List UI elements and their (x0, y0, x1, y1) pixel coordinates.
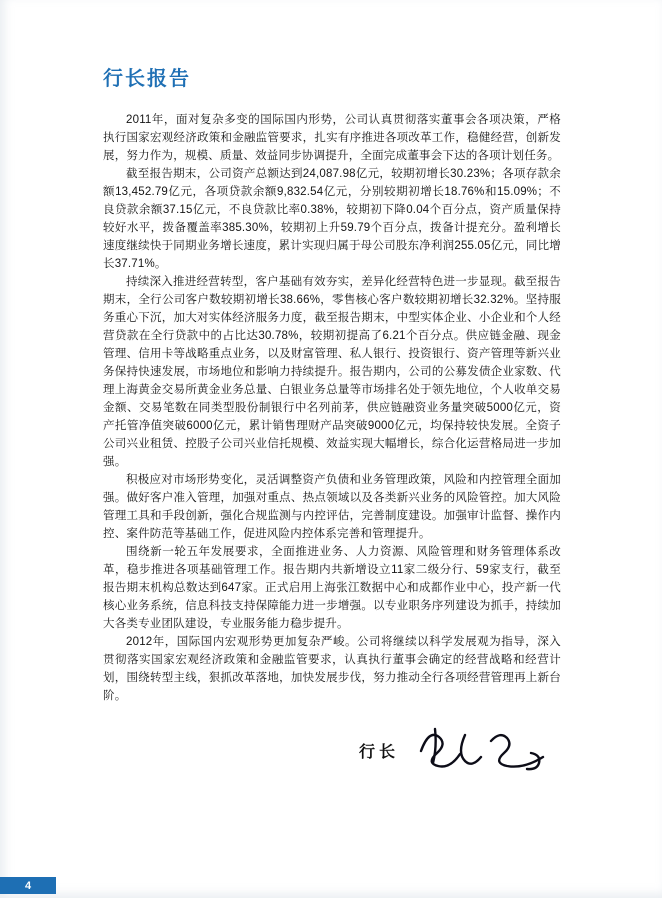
page-number-bar (0, 877, 56, 894)
report-body (103, 111, 561, 705)
page-title: 行长报告 (103, 68, 191, 90)
report-paragraph: 持续深入推进经营转型，客户基础有效夯实，差异化经营特色进一步显现。截至报告期末，全行公司客户数较期初增长38.66%，零售核心客户数较期初增长32.32%。坚持服务重心下沉，加大对实体经济服务力度，截至报告期末，中型实体企业、小企业和个人经营贷款在全行贷款中的占比达30.78%，较期初提高了6.21个百分点。供应链金融、现金管理、信用卡等战略重点业务，以及财富管理、私人银行、投资银行、资产管理等新兴业务保持快速发展，市场地位和影响力持续提升。报告期内，公司的公募发债企业家数、代理上海黄金交易所黄金业务总量、白银业务总量等市场排名处于领先地位，个人收单交易金额、交易笔数在同类型股份制银行中名列前茅，供应链融资业务量突破5000亿元，资产托管净值突破6000亿元，累计销售理财产品突破9000亿元，均保持较快发展。全资子公司兴业租赁、控股子公司兴业信托规模、效益实现大幅增长，综合化运营格局进一步加强。 (103, 276, 561, 468)
report-paragraph: 积极应对市场形势变化，灵活调整资产负债和业务管理政策，风险和内控管理全面加强。做好客户准入管理，加强对重点、热点领域以及各类新兴业务的风险管控。加大风险管理工具和手段创新，强化合规监测与内控评估，完善制度建设。加强审计监督、操作内控、案件防范等基础工作，促进风险内控体系完善和管理提升。 (103, 474, 561, 540)
page-number: 4 (24, 879, 32, 892)
report-paragraph: 截至报告期末，公司资产总额达到24,087.98亿元，较期初增长30.23%；各项存款余额13,452.79亿元，各项贷款余额9,832.54亿元，分别较期初增长18.76%和15.09%；不良贷款余额37.15亿元，不良贷款比率0.38%，较期初下降0.04个百分点，资产质量保持较好水平，拨备覆盖率385.30%，较期初上升59.79个百分点，拨备计提充分。盈利增长速度继续快于同期业务增长速度，累计实现归属于母公司股东净利润255.05亿元，同比增长37.71%。 (103, 168, 561, 270)
report-content (103, 62, 561, 782)
signature-label: 行长 (358, 744, 399, 761)
president-signature (407, 719, 553, 782)
report-paragraph: 2011年，面对复杂多变的国际国内形势，公司认真贯彻落实董事会各项决策，严格执行国家宏观经济政策和金融监管要求，扎实有序推进各项改革工作，稳健经营，创新发展，努力作为，规模、质量、效益同步协调提升，全面完成董事会下达的各项计划任务。 (103, 114, 561, 162)
report-paragraph: 2012年，国际国内宏观形势更加复杂严峻。公司将继续以科学发展观为指导，深入贯彻落实国家宏观经济政策和金融监管要求，认真执行董事会确定的经营战略和经营计划，围绕转型主线，狠抓改革落地，加快发展步伐，努力推动全行各项经营管理再上新台阶。 (103, 636, 561, 702)
report-paragraph: 围绕新一轮五年发展要求，全面推进业务、人力资源、风险管理和财务管理体系改革，稳步推进各项基础管理工作。报告期内共新增设立11家二级分行、59家支行，截至报告期末机构总数达到647家。正式启用上海张江数据中心和成都作业中心，投产新一代核心业务系统，信息科技支持保障能力进一步增强。以专业职务序列建设为抓手，持续加大各类专业团队建设，专业服务能力稳步提升。 (103, 546, 561, 630)
signature-block (103, 719, 561, 782)
